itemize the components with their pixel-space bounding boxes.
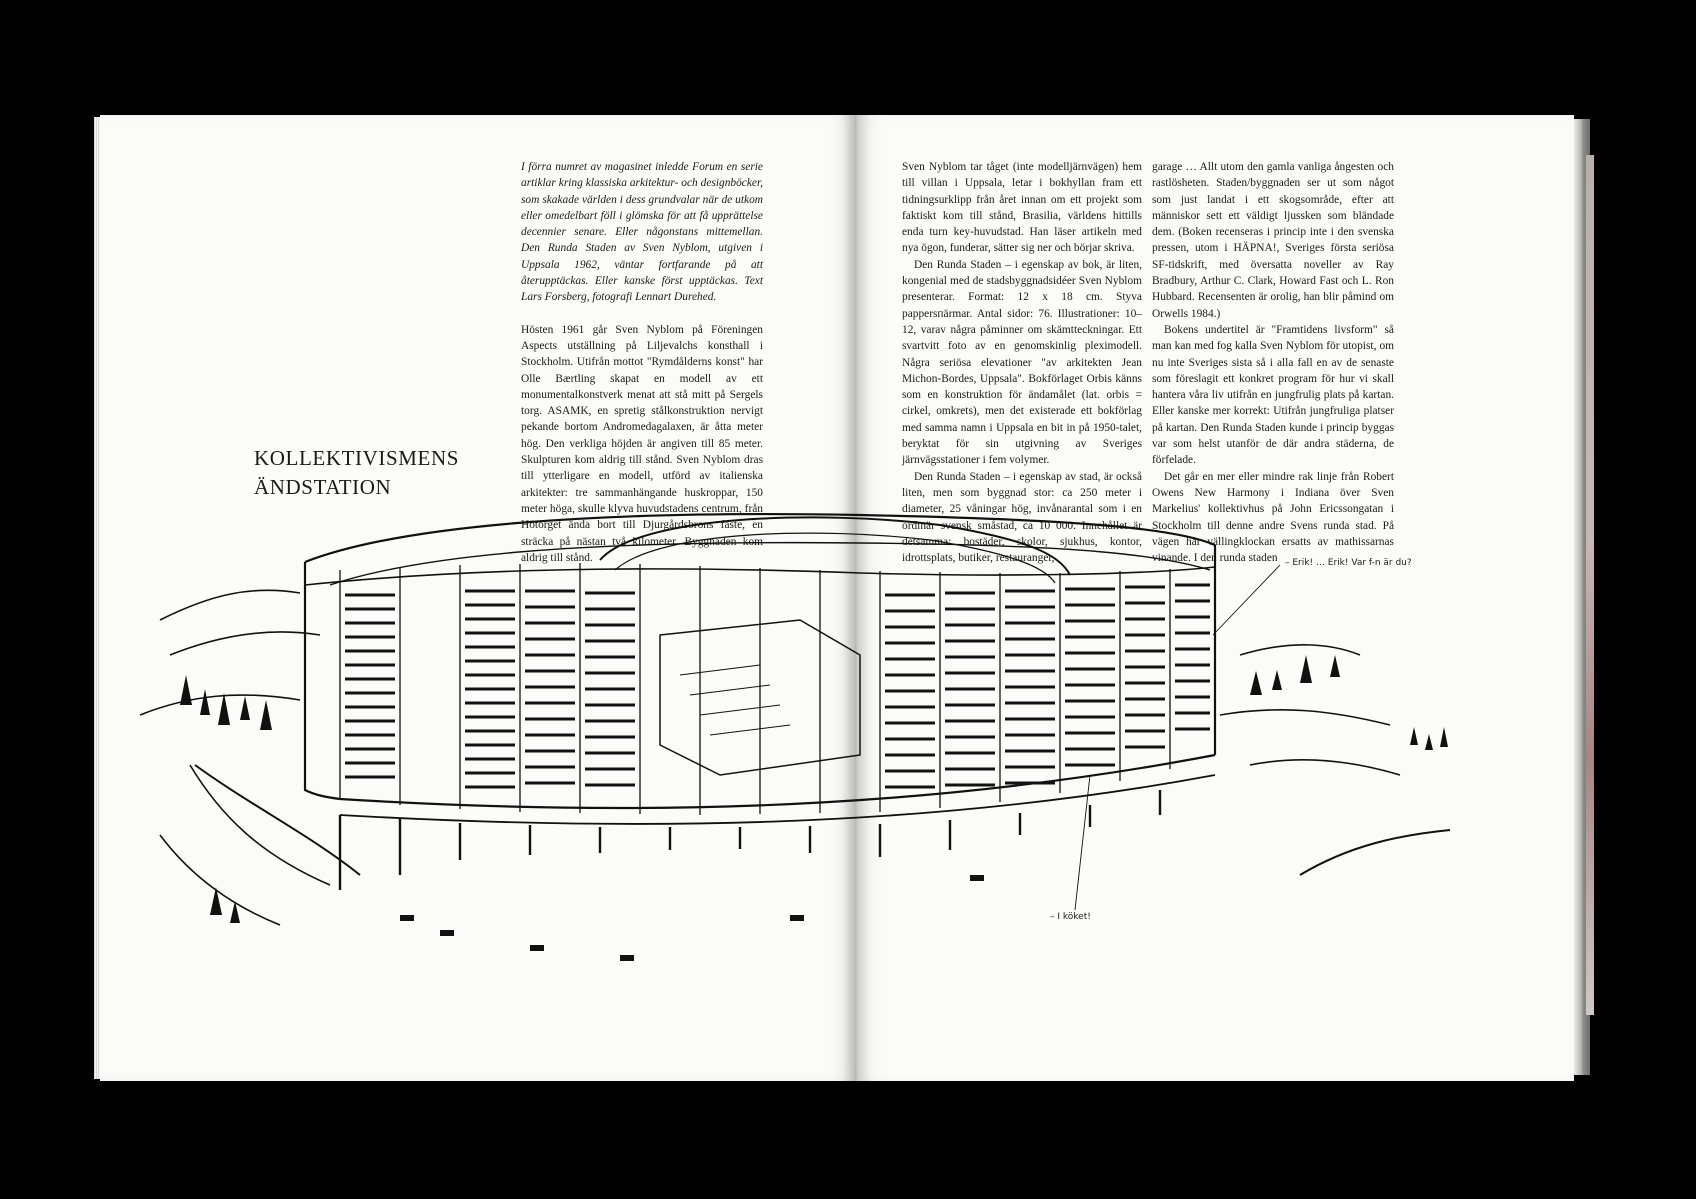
facade-left-end [305, 562, 340, 799]
facade-bottom [340, 755, 1215, 808]
body-paragraph: Den Runda Staden – i egenskap av bok, är liten, kongenial med de stadsbyggnadsidéer Sven Nyblom presenterar. Format: 12 x 18 cm. Styva pappersпärmar. Antal sidor: 76. Illustrationer: 10–12, varav några påminner om skämtteckningar. Ett svartvitt foto av en genomskinlig pleximodell. Några seriösa elevationer "av arkitekten Jean Michon-Bordes, Uppsala". Bokförlaget Orbis känns som en konstruktion för ändamålet (lat. orbis = cirkel, omkrets), men det existerade ett bokförlag med samma namn i Uppsala en bit in på 1950-talet, beryktat för sin utgivning av Sveriges järnvägsstationer i fem volymer. [902, 258, 1142, 467]
body-paragraph: Bokens undertitel är "Framtidens livsform" så man kan med fog kalla Sven Nyblom för utopist, om nu inte Sveriges sista så i alla fall en av de senaste som föreslagit ett konkret program för hur vi skall hantera våra liv utifrån en jungfrulig plats på kartan. Eller kanske mer korrekt: Utifrån jungfruliga platser på kartan. Den Runda Staden kunde i princip byggas var som helst utanför de där andra städerna, de förfelade. [1152, 323, 1394, 467]
cars [400, 875, 984, 961]
callout-bottom: – I köket! [1050, 912, 1091, 922]
hills-right [1220, 645, 1400, 775]
body-paragraph: Sven Nyblom tar tåget (inte modelljärnvägen) hem till villan i Uppsala, letar i bokhyllan fram ett tidningsurklipp från året innan om ett projekt som faktiskt kom till stånd, Brasilia, världens hittills enda turn key-huvudstad. Han läser artikeln med nya ögon, funderar, sätter sig ner och börjar skriva. [902, 161, 1142, 255]
body-paragraph: Den Runda Staden – i egenskap av stad, är också liten, men som byggnad stor: ca 250 meter i diameter, 25 våningar hög, invånarantal som i en ordinär svensk småstad, ca 10 000. Innehållet är detsamma: bostäder, skolor, sjukhus, kontor, idrottsplats, butiker, restauranger, [902, 470, 1142, 565]
window-rows [345, 585, 1210, 787]
hills-left [140, 590, 330, 925]
body-paragraph: garage … Allt utom den gamla vanliga ångesten och rastlösheten. Staden/byggnaden ser ut som något som just landat i ett skogsområde, efter att människor sett ett väldigt ljussken som bländade dem. (Boken recenseras i princip inte i den svenska pressen, utom i HÄPNA!, Sveriges första seriösa SF-tidskrift, med översatta noveller av Ray Bradbury, Arthur C. Clark, Howard Fast och L. Ron Hubbard. Recensenten är orolig, han blir påmind om Orwells 1984.) [1152, 161, 1394, 320]
podium-line [340, 775, 1215, 824]
magazine-spread [100, 115, 1574, 1081]
body-paragraph: Hösten 1961 går Sven Nyblom på Föreningen Aspects utställning på Liljevalchs konsthall i Stockholm. Utifrån mottot "Rymdålderns konst" har Olle Bærtling skapat en modell av ett monumentalkonstverk menat att stå mitt på Sergels torg. ASAMK, en spretig stålkonstruktion nervigt pekande bortom Andromedagalaxen, är åtta meter hög. Den verkliga höjden är angiven till 85 meter. Skulpturen kom aldrig till stånd. Sven Nyblom dras till ytterligare en modell, utförd av italienska arkitekter: tre sammanhängande huskroppar, 150 meter höga, skulle klyva huvudstadens centrum, från Hötorget ända bort till Djurgårdsbrons fäste, en sträcka på nästan två kilometer. Byggnaden kom aldrig till stånd. [521, 323, 763, 564]
page-edge-strip [1586, 155, 1594, 1015]
article-intro: I förra numret av magasinet inledde Forum en serie artiklar kring klassiska arkitektur- och designböcker, som skakade världen i dess grundvalar när de utkom eller omedelbart föll i glömska för att få upprättelse decennier senare. Eller någonstans mittemellan. Den Runda Staden av Sven Nyblom, utgiven i Uppsala 1962, väntar fortfarande på att återupptäckas. Eller kanske först upptäckas. Text Lars Forsberg, fotografi Lennart Durehed. [521, 161, 763, 304]
road-right [1300, 830, 1450, 875]
road-left [195, 765, 360, 875]
cutaway-stairs [680, 665, 790, 735]
round-city-illustration [100, 115, 1574, 1081]
article-title: KOLLEKTIVISMENS ÄNDSTATION [254, 446, 459, 499]
facade-columns [340, 563, 1170, 815]
roof-inner-edge [330, 543, 1210, 585]
trees [180, 655, 1448, 923]
callout-top: – Erik! … Erik! Var f-n är du? [1285, 558, 1412, 568]
roof-outer-edge [305, 514, 1215, 562]
body-paragraph: Det går en mer eller mindre rak linje från Robert Owens New Harmony i Indiana över Sven Markelius' kollektivhus på John Ericssongatan i Stockholm till denne andre Svens runda stad. På vägen har vällingklockan ersatts av mathissarnas vinande. I den runda staden [1152, 470, 1394, 565]
